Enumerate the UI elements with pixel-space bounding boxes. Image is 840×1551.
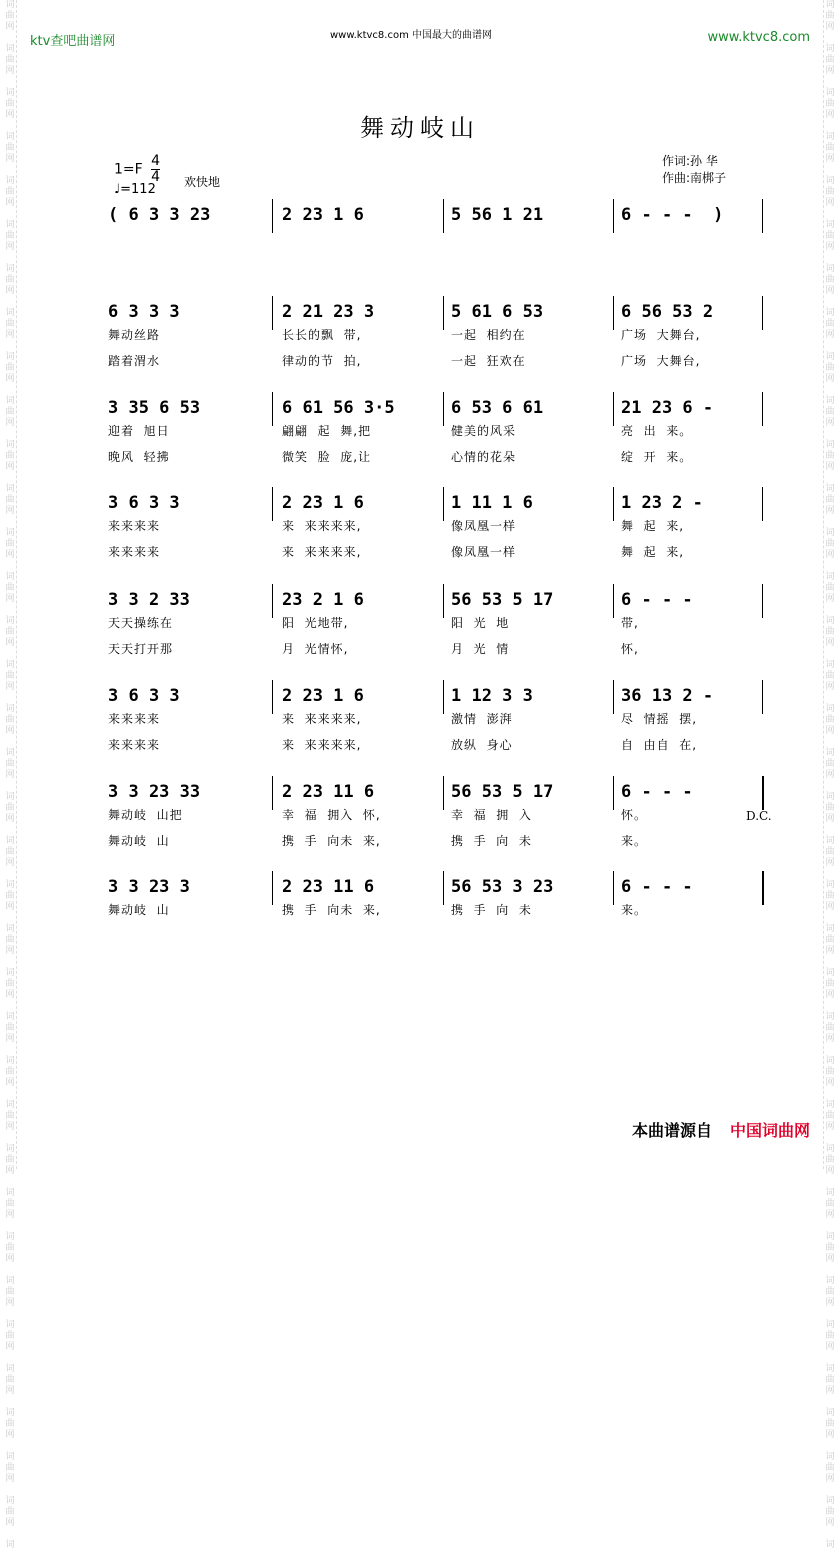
lyric-line: 阳 光 地 [451, 616, 510, 630]
lyric-line: 来。 [621, 903, 648, 917]
lyric-line: 舞动岐 山把 [108, 808, 183, 822]
time-sig-bottom: 4 [151, 169, 161, 185]
measure: 2 21 23 3 [282, 302, 375, 322]
lyric-line: 月 光 情 [451, 642, 510, 656]
lyric-line: 来 来来来来, [282, 738, 362, 752]
measure: 2 23 1 6 [282, 686, 364, 706]
measure: 56 53 5 17 [451, 590, 554, 610]
measure: 5 61 6 53 [451, 302, 544, 322]
lyric-line: 像凤凰一样 [451, 519, 517, 533]
measure: 1 12 3 3 [451, 686, 533, 706]
lyric-line: 来来来来 [108, 545, 161, 559]
lyric-line: 长长的飘 带, [282, 328, 362, 342]
lyricist: 作词:孙 华 [662, 154, 718, 168]
bar-line [272, 776, 273, 810]
lyric-line: 尽 情摇 摆, [621, 712, 698, 726]
lyric-line: 舞动岐 山 [108, 903, 170, 917]
lyric-line: 携 手 向 未 [451, 903, 532, 917]
footer [632, 1118, 810, 1141]
measure: 3 6 3 3 [108, 686, 180, 706]
lyric-line: 来来来来 [108, 738, 161, 752]
measure: 2 23 11 6 [282, 877, 375, 897]
lyric-line: 舞 起 来, [621, 519, 685, 533]
right-watermark: 词 曲 网 词 曲 网 词 曲 网 词 曲 网 词 曲 网 词 曲 网 词 曲 网 词 曲 网 词 曲 网 词 曲 网 词 曲 网 词 曲 网 词 曲 网 词 曲 网 词 曲 网 词 曲 网 词 曲 网 词 曲 网 词 曲 网 词 曲 网 词 曲 网 词 曲 网 词 曲 网 词 曲 网 词 曲 网 词 曲 网 词 曲 网 词 曲 网 词 曲 网 词 曲 网 词 曲 网 词 曲 网 词 曲 网 词 曲 网 词 曲 网 词 [825, 0, 835, 1550]
header-center: www.ktvc8.com 中国最大的曲谱网 [330, 30, 493, 41]
measure: 56 53 3 23 [451, 877, 554, 897]
lyric-line: 天天打开那 [108, 642, 174, 656]
measure: 23 2 1 6 [282, 590, 364, 610]
lyric-line: 绽 开 来。 [621, 450, 693, 464]
measure: 6 - - - [621, 877, 693, 897]
measure: 3 35 6 53 [108, 398, 201, 418]
bar-line [272, 296, 273, 330]
lyric-line: 幸 福 拥 入 [451, 808, 532, 822]
lyric-line: 天天操练在 [108, 616, 174, 630]
bar-line [443, 199, 444, 233]
tempo-mark: ♩=112 [114, 182, 156, 197]
lyric-line: 一起 相约在 [451, 328, 526, 342]
bar-line [613, 584, 614, 618]
measure: 56 53 5 17 [451, 782, 554, 802]
bar-line [272, 199, 273, 233]
bar-line [762, 776, 764, 810]
lyric-line: 自 由自 在, [621, 738, 698, 752]
lyric-line: 微笑 脸 庞,让 [282, 450, 372, 464]
lyric-line: 翩翩 起 舞,把 [282, 424, 372, 438]
lyric-line: 来 来来来来, [282, 545, 362, 559]
measure: 6 - - - ) [621, 205, 724, 225]
header-site-left[interactable]: ktv查吧曲谱网 [30, 34, 116, 49]
measure: 6 - - - [621, 590, 693, 610]
lyric-line: 踏着渭水 [108, 354, 161, 368]
lyric-line: 幸 福 拥入 怀, [282, 808, 381, 822]
lyric-line: 携 手 向未 来, [282, 834, 381, 848]
dc-mark: D.C. [746, 809, 772, 823]
lyric-line: 来来来来 [108, 519, 161, 533]
lyric-line: 月 光情怀, [282, 642, 349, 656]
bar-line [613, 871, 614, 905]
lyric-line: 心情的花朵 [451, 450, 517, 464]
lyric-line: 怀, [621, 642, 639, 656]
lyric-line: 健美的风采 [451, 424, 517, 438]
bar-line [762, 392, 763, 426]
measure: 1 11 1 6 [451, 493, 533, 513]
composer: 作曲:南梆子 [662, 171, 727, 185]
measure: 6 53 6 61 [451, 398, 544, 418]
measure: 2 23 1 6 [282, 493, 364, 513]
footer-source: 本曲谱源自 [631, 1121, 712, 1140]
lyric-line: 来 来来来来, [282, 712, 362, 726]
measure: 3 3 23 3 [108, 877, 190, 897]
left-watermark: 词 曲 网 词 曲 网 词 曲 网 词 曲 网 词 曲 网 词 曲 网 词 曲 网 词 曲 网 词 曲 网 词 曲 网 词 曲 网 词 曲 网 词 曲 网 词 曲 网 词 曲 网 词 曲 网 词 曲 网 词 曲 网 词 曲 网 词 曲 网 词 曲 网 词 曲 网 词 曲 网 词 曲 网 词 曲 网 词 曲 网 词 曲 网 词 曲 网 词 曲 网 词 曲 网 词 曲 网 词 曲 网 词 曲 网 词 曲 网 词 曲 网 词 [5, 0, 15, 1550]
measure: 3 6 3 3 [108, 493, 180, 513]
lyric-line: 激情 澎湃 [451, 712, 513, 726]
song-title: 舞动岐山 [360, 114, 480, 142]
lyric-line: 像凤凰一样 [451, 545, 517, 559]
measure: 6 61 56 3·5 [282, 398, 395, 418]
bar-line [443, 871, 444, 905]
lyric-line: 广场 大舞台, [621, 328, 701, 342]
bar-line [613, 199, 614, 233]
time-signature [151, 154, 160, 185]
lyric-line: 舞动丝路 [108, 328, 161, 342]
lyric-line: 广场 大舞台, [621, 354, 701, 368]
bar-line [613, 776, 614, 810]
bar-line [762, 199, 763, 233]
bar-line [443, 487, 444, 521]
key-label: 1=F [114, 161, 143, 178]
header-site-right[interactable]: www.ktvc8.com [707, 30, 810, 45]
bar-line [443, 776, 444, 810]
time-sig-top: 4 [151, 153, 161, 169]
bar-line [762, 871, 764, 905]
lyric-line: 来来来来 [108, 712, 161, 726]
bar-line [762, 584, 763, 618]
lyric-line: 带, [621, 616, 639, 630]
bar-line [443, 584, 444, 618]
measure: ( 6 3 3 23 [108, 205, 211, 225]
lyric-line: 放纵 身心 [451, 738, 513, 752]
bar-line [272, 680, 273, 714]
lyric-line: 一起 狂欢在 [451, 354, 526, 368]
measure: 6 3 3 3 [108, 302, 180, 322]
bar-line [762, 296, 763, 330]
bar-line [443, 680, 444, 714]
lyric-line: 怀。 [621, 808, 648, 822]
lyric-line: 携 手 向未 来, [282, 903, 381, 917]
key-signature [114, 154, 160, 185]
bar-line [613, 296, 614, 330]
footer-site[interactable]: 中国词曲网 [729, 1121, 810, 1140]
lyric-line: 迎着 旭日 [108, 424, 170, 438]
lyric-line: 舞动岐 山 [108, 834, 170, 848]
bar-line [272, 392, 273, 426]
bar-line [443, 392, 444, 426]
measure: 2 23 1 6 [282, 205, 364, 225]
measure: 1 23 2 - [621, 493, 703, 513]
bar-line [272, 584, 273, 618]
lyric-line: 阳 光地带, [282, 616, 349, 630]
measure: 3 3 2 33 [108, 590, 190, 610]
measure: 6 - - - [621, 782, 693, 802]
lyric-line: 晚风 轻拂 [108, 450, 170, 464]
measure: 5 56 1 21 [451, 205, 544, 225]
measure: 21 23 6 - [621, 398, 714, 418]
bar-line [443, 296, 444, 330]
lyric-line: 亮 出 来。 [621, 424, 693, 438]
bar-line [762, 487, 763, 521]
bar-line [613, 392, 614, 426]
lyric-line: 舞 起 来, [621, 545, 685, 559]
measure: 2 23 11 6 [282, 782, 375, 802]
lyric-line: 携 手 向 未 [451, 834, 532, 848]
measure: 6 56 53 2 [621, 302, 714, 322]
bar-line [613, 680, 614, 714]
lyric-line: 来 来来来来, [282, 519, 362, 533]
bar-line [272, 487, 273, 521]
expression-mark: 欢快地 [184, 175, 221, 189]
lyric-line: 律动的节 拍, [282, 354, 362, 368]
lyric-line: 来。 [621, 834, 648, 848]
bar-line [762, 680, 763, 714]
measure: 3 3 23 33 [108, 782, 201, 802]
measure: 36 13 2 - [621, 686, 714, 706]
bar-line [613, 487, 614, 521]
bar-line [272, 871, 273, 905]
